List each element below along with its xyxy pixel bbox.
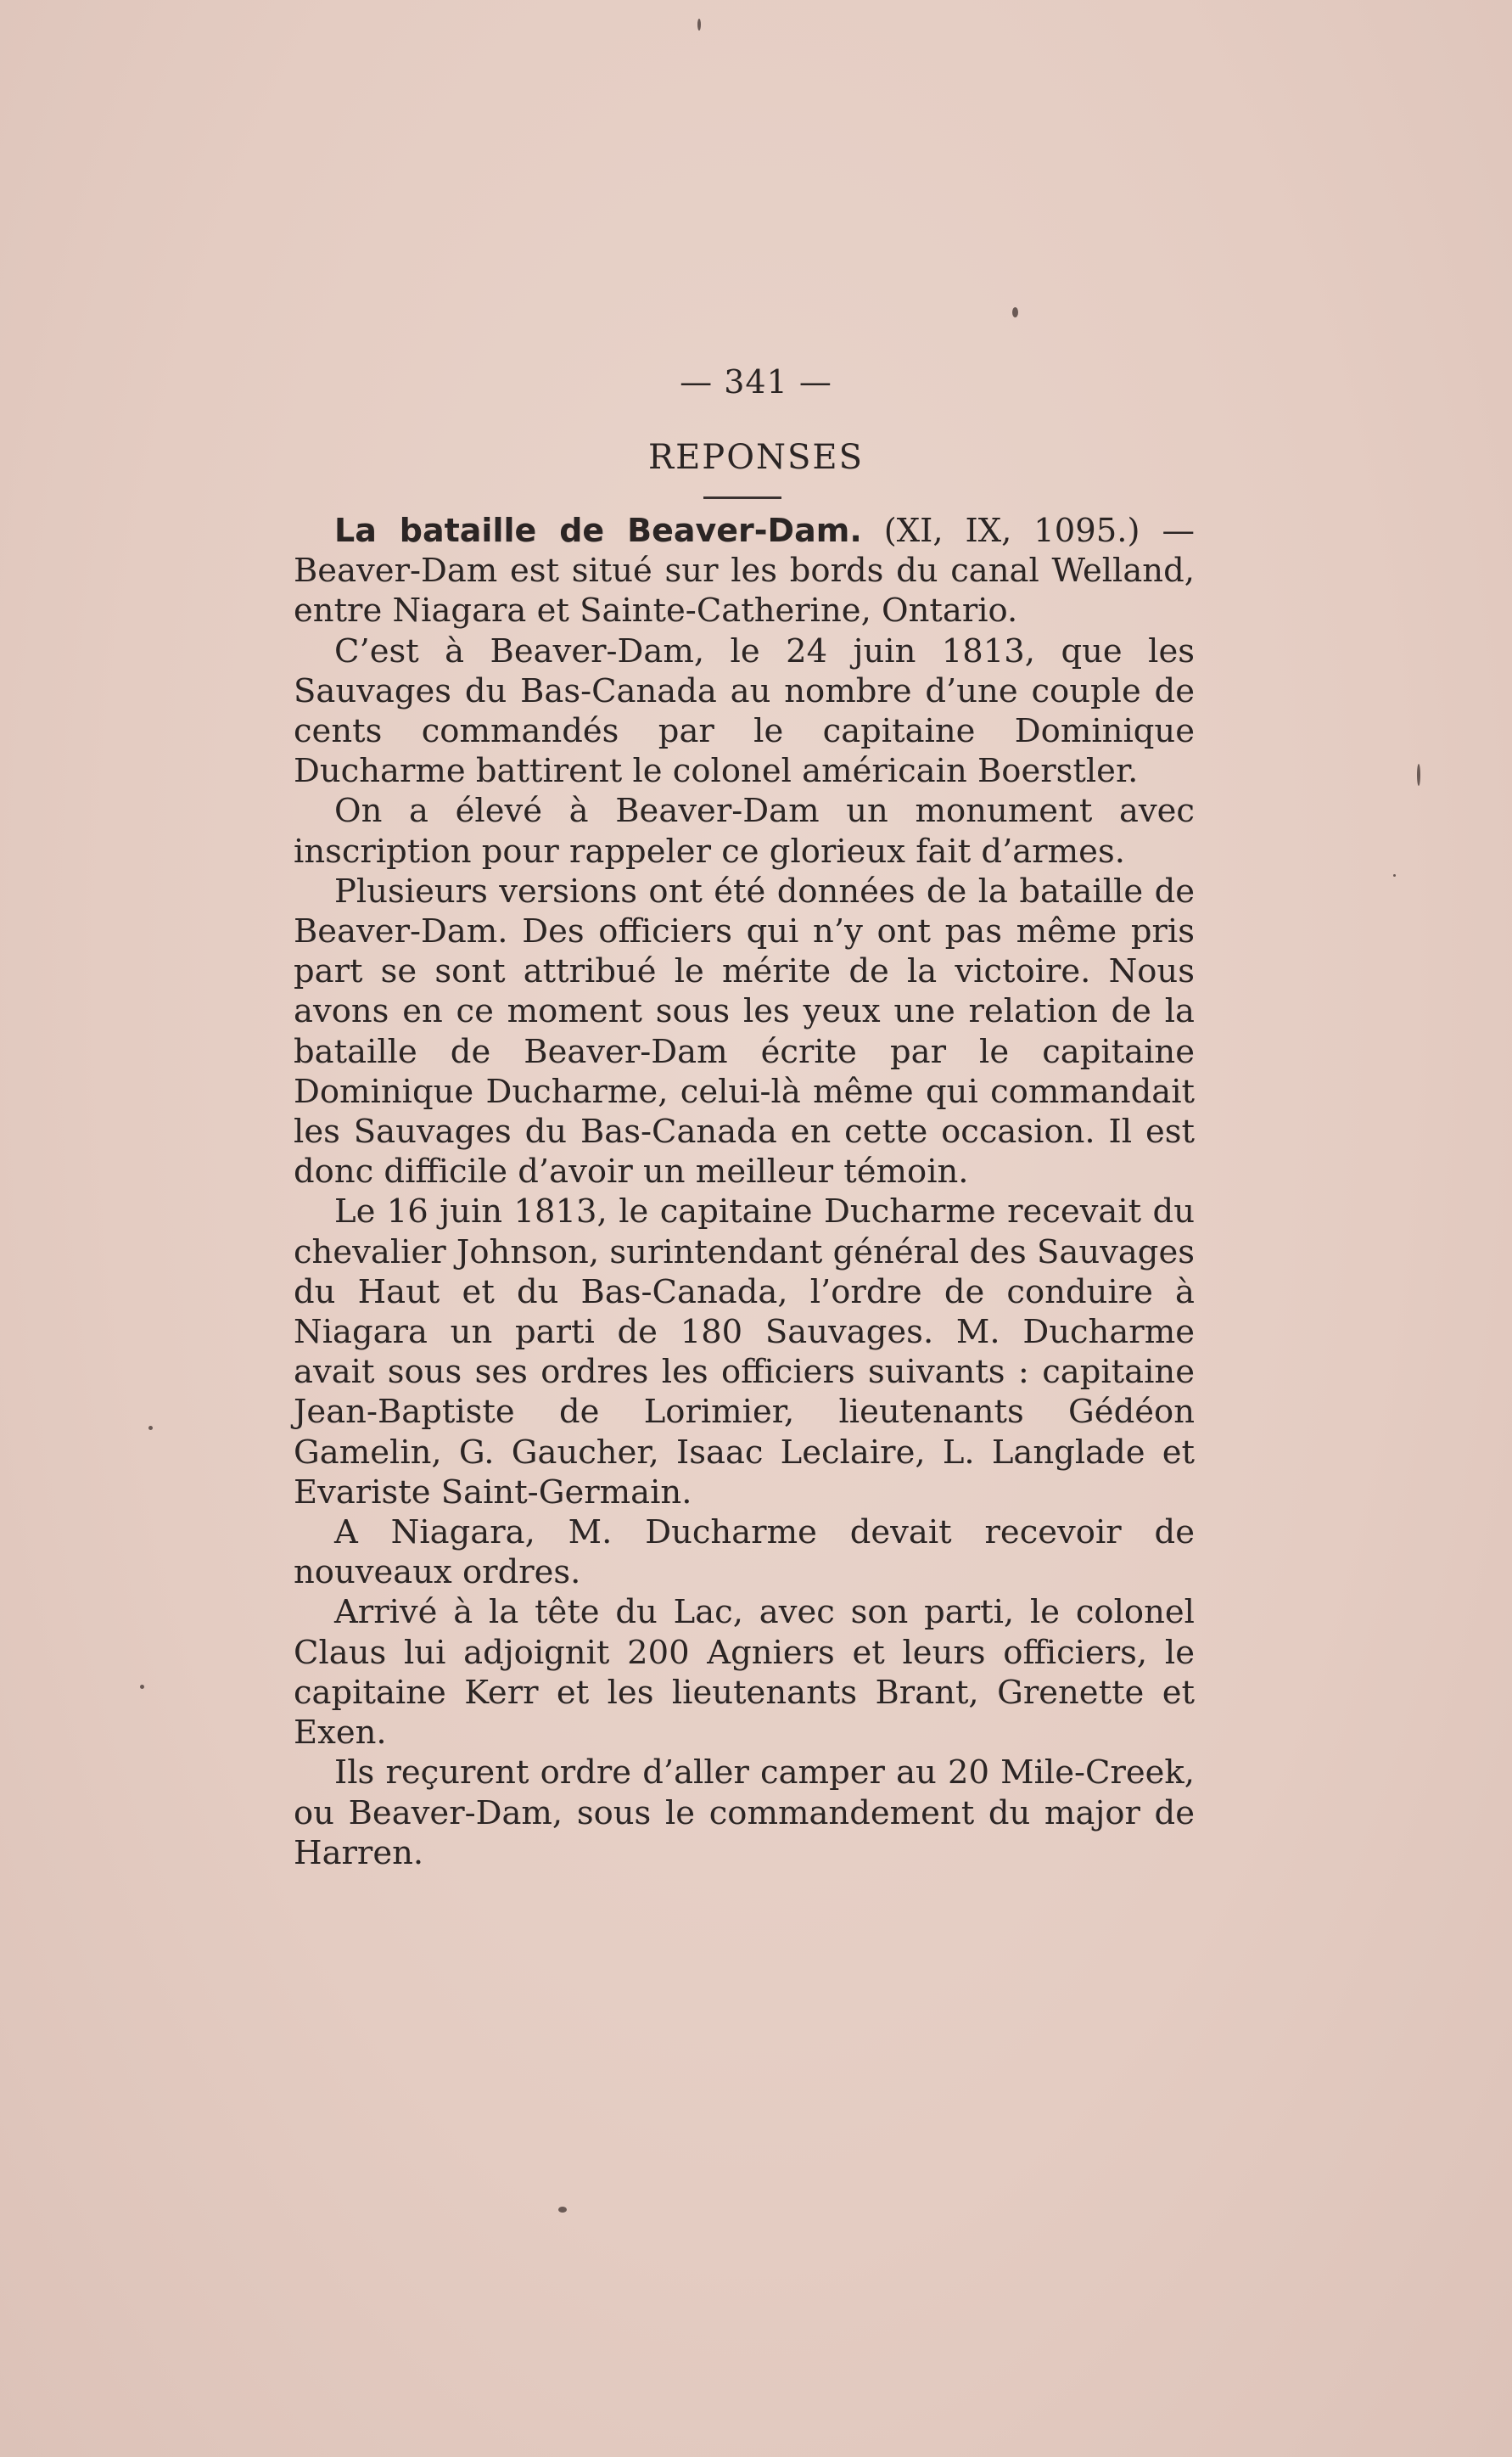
paper-speck bbox=[148, 1426, 153, 1430]
paragraph-text: —Beaver-Dam est situé sur les bords du canal Welland, entre Niagara et Sainte-Catherine, Ontario. bbox=[294, 512, 1195, 631]
article-paragraph-7: Arrivé à la tête du Lac, avec son parti, le colonel Claus lui adjoignit 200 Agniers et leurs officiers, le capitaine Kerr et les lieutenants Brant, Grenette et Exen. bbox=[294, 1593, 1195, 1753]
heading-rule bbox=[703, 496, 781, 499]
article-title: La bataille de Beaver-Dam. bbox=[334, 512, 862, 549]
article-reference: (XI, IX, 1095.) bbox=[861, 512, 1140, 550]
paper-speck bbox=[1417, 764, 1420, 786]
article-paragraph-8: Ils reçurent ordre d’aller camper au 20 Mile-Creek, ou Beaver-Dam, sous le commandement du major de Harren. bbox=[294, 1753, 1195, 1872]
page-number: — 341 — bbox=[680, 363, 832, 401]
paper-speck bbox=[140, 1685, 144, 1689]
article-paragraph-6: A Niagara, M. Ducharme devait recevoir de nouveaux ordres. bbox=[294, 1513, 1195, 1592]
paper-speck bbox=[558, 2207, 567, 2213]
article-paragraph-1 bbox=[294, 511, 1195, 631]
paper-speck bbox=[1393, 874, 1396, 877]
article-paragraph-2: C’est à Beaver-Dam, le 24 juin 1813, que les Sauvages du Bas-Canada au nombre d’une couple de cents commandés par le capitaine Dominique Ducharme battirent le colonel américain Boerstler. bbox=[294, 631, 1195, 791]
paper-speck bbox=[697, 19, 701, 31]
article-paragraph-3: On a élevé à Beaver-Dam un monument avec inscription pour rappeler ce glorieux fait d’armes. bbox=[294, 792, 1195, 871]
section-heading: REPONSES bbox=[647, 438, 865, 477]
article-paragraph-4: Plusieurs versions ont été données de la bataille de Beaver-Dam. Des officiers qui n’y ont pas même pris part se sont attribué le mérite de la victoire. Nous avons en ce moment sous les yeux une relation de la bataille de Beaver-Dam écrite par le capitaine Dominique Ducharme, celui-là même qui commandait les Sauvages du Bas-Canada en cette occasion. Il est donc difficile d’avoir un meilleur témoin. bbox=[294, 872, 1195, 1192]
article-paragraph-5: Le 16 juin 1813, le capitaine Ducharme recevait du chevalier Johnson, surintendant général des Sauvages du Haut et du Bas-Canada, l’ordre de conduire à Niagara un parti de 180 Sauvages. M. Ducharme avait sous ses ordres les officiers suivants : capitaine Jean-Baptiste de Lorimier, lieutenants Gédéon Gamelin, G. Gaucher, Isaac Leclaire, L. Langlade et Evariste Saint-Germain. bbox=[294, 1192, 1195, 1512]
paper-speck bbox=[1012, 307, 1018, 317]
article-body bbox=[294, 511, 1195, 1873]
